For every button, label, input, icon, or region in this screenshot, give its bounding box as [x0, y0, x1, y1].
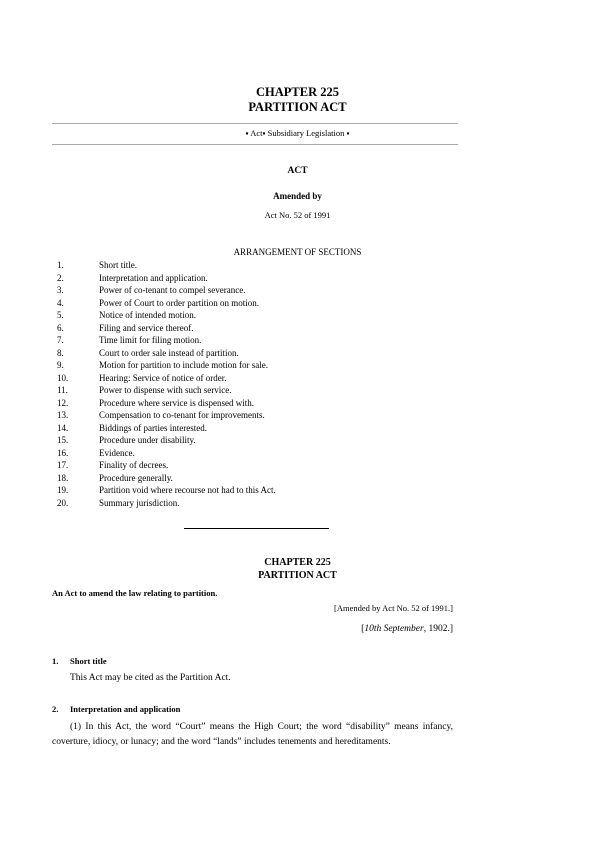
- section-list-item[interactable]: [57, 272, 357, 285]
- body-chapter-number: CHAPTER 225: [264, 557, 331, 568]
- section-number: 16.: [57, 447, 69, 458]
- section-list-item[interactable]: [57, 334, 357, 347]
- section-title: Court to order sale instead of partition.: [99, 347, 239, 358]
- section-number: 17.: [57, 460, 69, 470]
- section-1-heading-text: Short title: [70, 656, 107, 666]
- section-list-item[interactable]: [57, 297, 357, 310]
- act-label: ACT: [287, 166, 308, 176]
- section-number: 18.: [57, 472, 69, 483]
- section-2-heading-text: Interpretation and application: [70, 704, 181, 714]
- section-list-item[interactable]: [57, 459, 357, 472]
- section-title: Time limit for filing motion.: [99, 335, 202, 345]
- section-number: 15.: [57, 435, 69, 445]
- date-open-bracket: [: [361, 624, 365, 634]
- section-list-item[interactable]: [57, 347, 357, 360]
- section-number: 5.: [57, 310, 64, 320]
- section-list-item[interactable]: [57, 359, 357, 372]
- section-number: 2.: [57, 272, 64, 283]
- section-title: Compensation to co-tenant for improvements.: [99, 410, 265, 420]
- section-title: Filing and service thereof.: [99, 322, 194, 333]
- act-title: PARTITION ACT: [248, 100, 347, 114]
- section-list-item[interactable]: [57, 384, 357, 397]
- document-nav: [0, 128, 595, 138]
- nav-subsidiary-link[interactable]: Subsidiary Legislation: [267, 128, 345, 138]
- section-number: 20.: [57, 497, 69, 508]
- section-title: Power of Court to order partition on motion.: [99, 297, 259, 308]
- section-list: [57, 259, 357, 509]
- section-list-item[interactable]: [57, 497, 357, 510]
- section-1-heading: [52, 656, 107, 666]
- section-list-item[interactable]: [57, 284, 357, 297]
- date-day-month: 10th September: [364, 624, 424, 634]
- section-number: 13.: [57, 410, 69, 420]
- section-title: Interpretation and application.: [99, 272, 208, 283]
- section-number: 11.: [57, 385, 68, 395]
- nav-bullet: ▪: [344, 128, 350, 138]
- section-number: 7.: [57, 335, 64, 345]
- section-list-item[interactable]: [57, 259, 357, 272]
- nav-bullet: ▪: [245, 128, 251, 138]
- section-list-item[interactable]: [57, 409, 357, 422]
- section-title: Procedure under disability.: [99, 435, 196, 445]
- section-number: 19.: [57, 485, 69, 495]
- section-divider: [184, 528, 329, 529]
- amended-by-label: Amended by: [273, 191, 322, 201]
- section-list-item[interactable]: [57, 397, 357, 410]
- section-list-item[interactable]: [57, 447, 357, 460]
- bottom-rule: [52, 144, 458, 145]
- section-2-text: (1) In this Act, the word “Court” means the High Court; the word “disability” means infancy, coverture, idiocy, or lunacy; and the word “lands” includes tenements and hereditaments.: [52, 722, 453, 747]
- section-2-heading: [52, 704, 180, 714]
- chapter-number: CHAPTER 225: [256, 85, 339, 99]
- section-list-item[interactable]: [57, 434, 357, 447]
- section-number: 8.: [57, 347, 64, 358]
- section-number: 9.: [57, 360, 64, 370]
- section-title: Finality of decrees.: [99, 460, 169, 470]
- section-title: Summary jurisdiction.: [99, 497, 180, 508]
- section-list-item[interactable]: [57, 422, 357, 435]
- section-title: Biddings of parties interested.: [99, 422, 207, 433]
- section-list-item[interactable]: [57, 472, 357, 485]
- section-title: Procedure generally.: [99, 472, 173, 483]
- section-title: Motion for partition to include motion for sale.: [99, 360, 268, 370]
- section-number: 1.: [57, 260, 64, 270]
- nav-bullet: ▪: [262, 128, 268, 138]
- arrangement-heading: ARRANGEMENT OF SECTIONS: [233, 247, 362, 257]
- top-rule: [52, 123, 458, 124]
- section-title: Partition void where recourse not had to this Act.: [99, 485, 276, 495]
- section-title: Short title.: [99, 260, 137, 270]
- section-number: 3.: [57, 285, 64, 295]
- section-2-heading-number: 2.: [52, 704, 59, 714]
- nav-act-link[interactable]: Act: [250, 128, 263, 138]
- amending-act: Act No. 52 of 1991: [264, 210, 331, 220]
- section-title: Notice of intended motion.: [99, 310, 196, 320]
- section-number: 10.: [57, 372, 69, 383]
- section-list-item[interactable]: [57, 309, 357, 322]
- section-1-text: This Act may be cited as the Partition Act.: [70, 673, 231, 683]
- section-title: Hearing: Service of notice of order.: [99, 372, 227, 383]
- section-list-item[interactable]: [57, 484, 357, 497]
- section-list-item[interactable]: [57, 322, 357, 335]
- section-number: 6.: [57, 322, 64, 333]
- section-title: Evidence.: [99, 447, 135, 458]
- section-number: 12.: [57, 397, 69, 408]
- section-title: Procedure where service is dispensed with.: [99, 397, 254, 408]
- section-title: Power of co-tenant to compel severance.: [99, 285, 246, 295]
- section-title: Power to dispense with such service.: [99, 385, 232, 395]
- date-year: , 1902.]: [423, 624, 453, 634]
- commencement-date: [52, 624, 453, 634]
- long-title: An Act to amend the law relating to partition.: [52, 588, 218, 598]
- section-number: 14.: [57, 422, 69, 433]
- section-number: 4.: [57, 297, 64, 308]
- section-list-item[interactable]: [57, 372, 357, 385]
- section-1-heading-number: 1.: [52, 656, 59, 666]
- amendment-note: [Amended by Act No. 52 of 1991.]: [334, 603, 453, 613]
- body-act-title: PARTITION ACT: [258, 570, 337, 581]
